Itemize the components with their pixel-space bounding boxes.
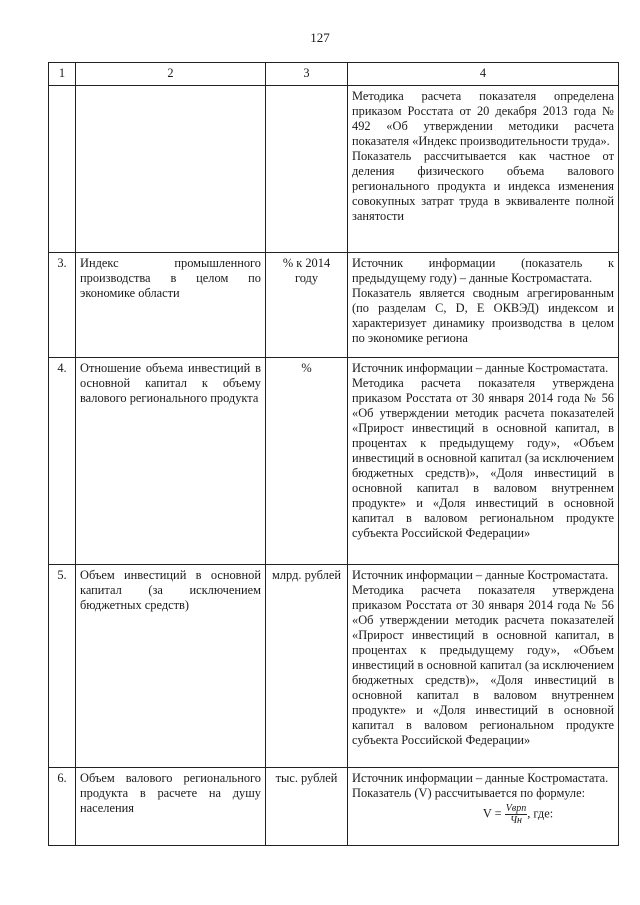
row-number: 5. [49, 565, 76, 768]
table-header-row [49, 63, 619, 86]
formula-lhs: V = [482, 806, 502, 821]
description-paragraph: Методика расчета показателя определена приказом Росстата от 20 декабря 2013 года № 492 «Об утверждении методики расчета показателя «Индекс производительности труда». [352, 89, 614, 148]
unit-of-measure: % [266, 358, 348, 565]
indicator-description [348, 768, 619, 846]
indicator-name [76, 86, 266, 253]
description-paragraph: Источник информации – данные Костромастата. [352, 361, 609, 375]
row-number [49, 86, 76, 253]
indicator-name: Отношение объема инвестиций в основной капитал к объему валового регионального продукта [76, 358, 266, 565]
description-paragraph: Методика расчета показателя утверждена приказом Росстата от 30 января 2014 года № 56 «Об утверждении методик расчета показателей «Прирост инвестиций в основной капитал, в процентах к предыдущему году», «Объем инвестиций в основной капитал (за исключением бюджетных средств)», «Доля инвестиций в основной капитал в валовом внутреннем продукте» и «Доля инвестиций в основной капитал в валовом региональном продукте субъекта Российской Федерации» [352, 376, 614, 540]
description-paragraph: Показатель является сводным агрегированным (по разделам C, D, E ОКВЭД) индексом и характеризует динамику производства в целом по экономике региона [352, 286, 614, 345]
column-header: 3 [266, 63, 348, 86]
row-number: 6. [49, 768, 76, 846]
indicator-name: Объем инвестиций в основной капитал (за исключением бюджетных средств) [76, 565, 266, 768]
description-paragraph: Источник информации (показатель к предыдущему году) – данные Костромастата. [352, 256, 614, 285]
column-header: 2 [76, 63, 266, 86]
page-number: 127 [310, 30, 330, 45]
description-paragraph: Показатель рассчитывается как частное от деления физического объема валового регионального продукта и индекса изменения совокупных затрат труда в эквиваленте полной занятости [352, 149, 614, 223]
indicator-name: Объем валового регионального продукта в расчете на душу населения [76, 768, 266, 846]
column-header: 1 [49, 63, 76, 86]
formula-suffix: , где: [527, 806, 554, 821]
unit-of-measure: тыс. рублей [266, 768, 348, 846]
table-row [49, 253, 619, 358]
table-row [49, 565, 619, 768]
formula-denominator: Чн [510, 815, 522, 826]
indicator-name: Индекс промышленного производства в целом по экономике области [76, 253, 266, 358]
description-paragraph: Методика расчета показателя утверждена приказом Росстата от 30 января 2014 года № 56 «Об утверждении методик расчета показателей «Прирост инвестиций в основной капитал, в процентах к предыдущему году», «Объем инвестиций в основной капитал (за исключением бюджетных средств)», «Доля инвестиций в основной капитал в валовом внутреннем продукте» и «Доля инвестиций в основной капитал в валовом региональном продукте субъекта Российской Федерации» [352, 583, 614, 747]
table-row [49, 768, 619, 846]
unit-of-measure: % к 2014 году [266, 253, 348, 358]
row-number: 3. [49, 253, 76, 358]
unit-of-measure [266, 86, 348, 253]
formula-numerator: Vврп [505, 803, 527, 814]
description-paragraph: Источник информации – данные Костромастата. [352, 568, 609, 582]
indicator-description [348, 358, 619, 565]
description-paragraph: Показатель (V) рассчитывается по формуле: [352, 786, 586, 800]
description-paragraph: Источник информации – данные Костромастата. [352, 771, 609, 785]
indicator-description [348, 565, 619, 768]
formula-fraction [505, 803, 527, 826]
indicator-description [348, 86, 619, 253]
unit-of-measure: млрд. рублей [266, 565, 348, 768]
indicator-table [48, 62, 619, 846]
indicator-description [348, 253, 619, 358]
table-row [49, 358, 619, 565]
formula [352, 803, 614, 826]
row-number: 4. [49, 358, 76, 565]
table-row [49, 86, 619, 253]
column-header: 4 [348, 63, 619, 86]
